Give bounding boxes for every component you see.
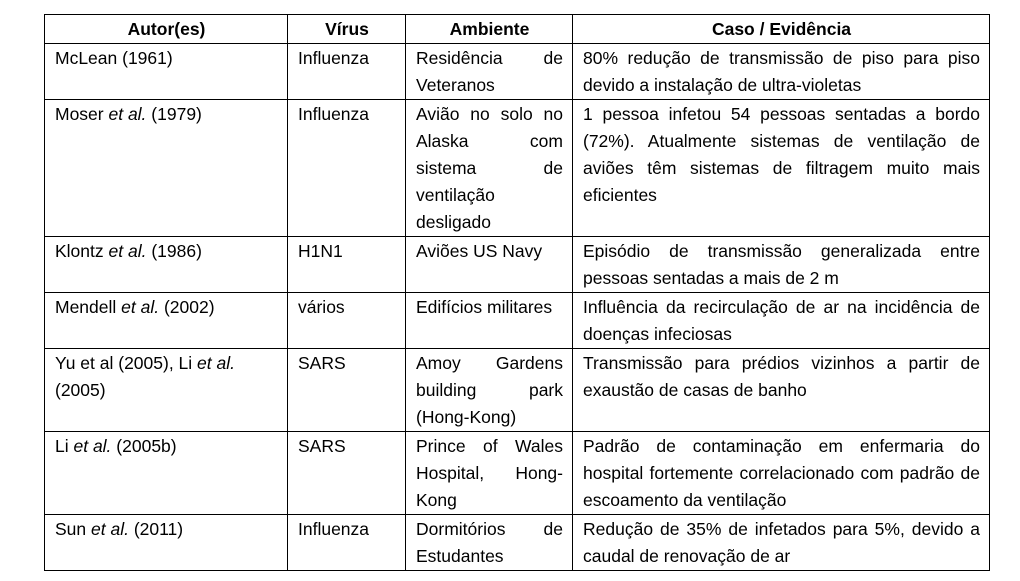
- table-row: [45, 237, 990, 293]
- environment-cell: Residência de Veteranos: [406, 44, 573, 100]
- environment-cell: Edifícios militares: [406, 293, 573, 349]
- author-et-al: et al.: [108, 104, 147, 124]
- header-virus: Vírus: [288, 15, 406, 44]
- case-cell: Influência da recirculação de ar na incidência de doenças infeciosas: [573, 293, 990, 349]
- virus-cell: H1N1: [288, 237, 406, 293]
- table-row: [45, 349, 990, 432]
- author-et-al: et al.: [91, 519, 129, 539]
- table-header-row: [45, 15, 990, 44]
- author-name: McLean (1961): [55, 48, 173, 68]
- table-row: [45, 44, 990, 100]
- environment-cell: Avião no solo no Alaska com sistema de ventilação desligado: [406, 100, 573, 237]
- author-cell: [45, 100, 288, 237]
- author-name: Li: [55, 436, 74, 456]
- author-cell: [45, 432, 288, 515]
- case-cell: Padrão de contaminação em enfermaria do hospital fortemente correlacionado com padrão de escoamento da ventilação: [573, 432, 990, 515]
- virus-cell: SARS: [288, 432, 406, 515]
- case-cell: Transmissão para prédios vizinhos a partir de exaustão de casas de banho: [573, 349, 990, 432]
- header-environment: Ambiente: [406, 15, 573, 44]
- virus-cell: vários: [288, 293, 406, 349]
- environment-cell: Amoy Gardens building park (Hong-Kong): [406, 349, 573, 432]
- author-cell: [45, 349, 288, 432]
- virus-cell: Influenza: [288, 44, 406, 100]
- virus-cell: Influenza: [288, 515, 406, 571]
- author-cell: [45, 293, 288, 349]
- virus-cell: SARS: [288, 349, 406, 432]
- table-row: [45, 515, 990, 571]
- header-case-evidence: Caso / Evidência: [573, 15, 990, 44]
- author-cell: [45, 44, 288, 100]
- author-name: Mendell: [55, 297, 122, 317]
- case-cell: 1 pessoa infetou 54 pessoas sentadas a bordo (72%). Atualmente sistemas de ventilação de aviões têm sistemas de filtragem muito mais eficientes: [573, 100, 990, 237]
- author-et-al: et al.: [108, 241, 147, 261]
- evidence-table: [44, 14, 990, 571]
- environment-cell: Dormitórios de Estudantes: [406, 515, 573, 571]
- case-cell: Episódio de transmissão generalizada entre pessoas sentadas a mais de 2 m: [573, 237, 990, 293]
- case-cell: Redução de 35% de infetados para 5%, devido a caudal de renovação de ar: [573, 515, 990, 571]
- author-year: (2002): [159, 297, 215, 317]
- environment-cell: Prince of Wales Hospital, Hong-Kong: [406, 432, 573, 515]
- author-year: (1986): [146, 241, 202, 261]
- environment-cell: Aviões US Navy: [406, 237, 573, 293]
- author-cell: [45, 237, 288, 293]
- author-year: (2005): [55, 380, 106, 400]
- table-row: [45, 293, 990, 349]
- author-year: (2011): [128, 519, 184, 539]
- author-name: Klontz: [55, 241, 109, 261]
- table-row: [45, 432, 990, 515]
- author-et-al: et al.: [121, 297, 160, 317]
- table-row: [45, 100, 990, 237]
- author-et-al: et al.: [73, 436, 112, 456]
- header-authors: Autor(es): [45, 15, 288, 44]
- author-name: Sun: [55, 519, 91, 539]
- virus-cell: Influenza: [288, 100, 406, 237]
- author-name: Moser: [55, 104, 109, 124]
- author-et-al: et al.: [197, 353, 235, 373]
- author-name: Yu et al (2005), Li: [55, 353, 198, 373]
- author-year: (2005b): [111, 436, 177, 456]
- case-cell: 80% redução de transmissão de piso para piso devido a instalação de ultra-violetas: [573, 44, 990, 100]
- author-cell: [45, 515, 288, 571]
- author-year: (1979): [146, 104, 202, 124]
